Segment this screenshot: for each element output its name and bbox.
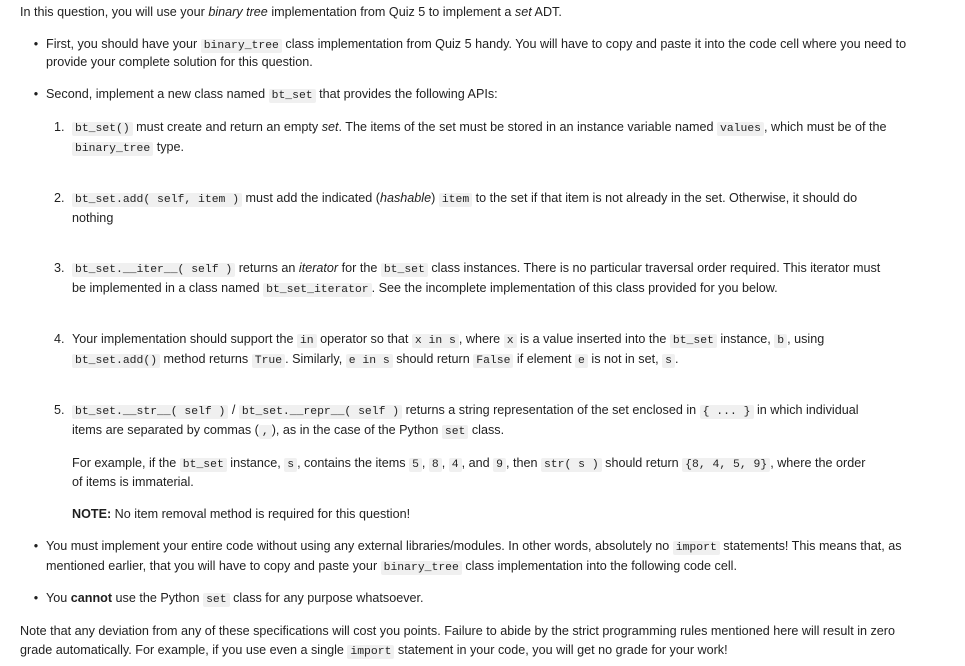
code-span: e (575, 354, 588, 368)
text-span: be implemented in a class named (72, 281, 264, 295)
code-span: bt_set (269, 89, 316, 103)
text-span: . The items of the set must be stored in an instance variable named (338, 120, 717, 134)
code-span: bt_set.__iter__( self ) (72, 263, 235, 277)
text-span: type. (153, 140, 185, 154)
code-span: in (297, 334, 317, 348)
text-span: . See the incomplete implementation of this class provided for you below. (371, 281, 778, 295)
code-span: 5 (409, 458, 422, 472)
code-span: values (717, 122, 764, 136)
text-span: provide your complete solution for this question. (46, 55, 313, 69)
code-span: s (284, 458, 297, 472)
list-number-4: 4. (54, 332, 65, 346)
text-span: statement in your code, you will get no grade for your work! (394, 643, 728, 657)
code-span: bt_set (180, 458, 227, 472)
text-span: set (321, 120, 339, 134)
text-span: In this question, you will use your (20, 5, 209, 19)
text-span: . Similarly, (285, 352, 346, 366)
text-span: grade automatically. For example, if you use even a single (20, 643, 348, 657)
text-span: statements! This means that, as (719, 539, 902, 553)
code-span: x (504, 334, 517, 348)
footer-line-1 (20, 623, 895, 639)
code-span: True (252, 354, 285, 368)
text-span: operator so that (316, 332, 412, 346)
text-span: for the (338, 261, 381, 275)
code-span: s (662, 354, 675, 368)
code-span: binary_tree (201, 39, 282, 53)
text-span: class instances. There is no particular traversal order required. This iterator must (427, 261, 881, 275)
bullet-1-line-2 (46, 54, 313, 70)
text-span: class. (468, 423, 505, 437)
text-span: binary tree (208, 5, 268, 19)
bullet-3-line-1 (46, 538, 902, 556)
text-span: First, you should have your (46, 37, 201, 51)
list-number-3: 3. (54, 261, 65, 275)
text-span: instance, (716, 332, 775, 346)
code-span: import (673, 541, 720, 555)
text-span: Note that any deviation from any of these specifications will cost you points. Failure to abide by the strict programming rules mentioned here will result in zero (20, 624, 895, 638)
text-span: . (674, 352, 679, 366)
list-number-1: 1. (54, 120, 65, 134)
text-span: method returns (160, 352, 252, 366)
text-span: use the Python (112, 591, 204, 605)
text-span: to the set if that item is not already in the set. Otherwise, it should do (472, 191, 858, 205)
text-span: should return (392, 352, 474, 366)
text-span: is a value inserted into the (516, 332, 670, 346)
code-span: 4 (449, 458, 462, 472)
example-line-2 (72, 474, 194, 490)
item-4-line-1 (72, 331, 824, 349)
code-span: bt_set.__repr__( self ) (239, 405, 402, 419)
code-span: 8 (429, 458, 442, 472)
text-span: , (441, 456, 449, 470)
text-span: ), as in the case of the Python (271, 423, 442, 437)
bullet-3: • (33, 539, 39, 553)
code-span: 9 (493, 458, 506, 472)
code-span: set (203, 593, 230, 607)
text-span: , which must be of the (764, 120, 887, 134)
text-span: is not in set, (587, 352, 663, 366)
code-span: x in s (412, 334, 459, 348)
code-span: e in s (346, 354, 393, 368)
code-span: False (473, 354, 513, 368)
code-span: bt_set (381, 263, 428, 277)
code-span: bt_set.add() (72, 354, 160, 368)
bullet-1: • (33, 37, 39, 51)
text-span: Your implementation should support the (72, 332, 297, 346)
text-span: instance, (226, 456, 285, 470)
text-span: , then (505, 456, 541, 470)
text-span: , and (461, 456, 494, 470)
text-span: that provides the following APIs: (315, 87, 498, 101)
item-1-line-2 (72, 139, 184, 157)
text-span: set (514, 5, 532, 19)
text-span: , using (787, 332, 825, 346)
text-span: in which individual (753, 403, 859, 417)
text-span: , where the order (770, 456, 866, 470)
code-span: bt_set.__str__( self ) (72, 405, 228, 419)
bullet-3-line-2 (46, 558, 737, 576)
text-span: class for any purpose whatsoever. (229, 591, 424, 605)
code-span: bt_set (670, 334, 717, 348)
code-span: b (774, 334, 787, 348)
code-span: {8, 4, 5, 9} (682, 458, 770, 472)
text-span: , where (458, 332, 504, 346)
text-span: class implementation from Quiz 5 handy. You will have to copy and paste it into the code cell where you need to (281, 37, 907, 51)
bullet-2: • (33, 87, 39, 101)
text-span: should return (601, 456, 683, 470)
item-2-line-1 (72, 190, 857, 208)
item-5-line-2 (72, 422, 504, 440)
text-span: Second, implement a new class named (46, 87, 269, 101)
code-span: , (259, 425, 272, 439)
item-3-line-1 (72, 260, 880, 278)
bullet-1-line-1 (46, 36, 906, 54)
text-span: , (421, 456, 429, 470)
text-span: iterator (298, 261, 339, 275)
text-span: ) (431, 191, 439, 205)
text-span: No item removal method is required for this question! (111, 507, 411, 521)
text-span: For example, if the (72, 456, 180, 470)
code-span: bt_set() (72, 122, 133, 136)
item-5-line-1 (72, 402, 859, 420)
code-span: { ... } (700, 405, 754, 419)
text-span: mentioned earlier, that you will have to copy and paste your (46, 559, 381, 573)
code-span: bt_set_iterator (263, 283, 372, 297)
text-span: cannot (70, 591, 113, 605)
intro-line (20, 4, 562, 20)
code-span: item (439, 193, 472, 207)
code-span: str( s ) (541, 458, 602, 472)
item-1-line-1 (72, 119, 887, 137)
footer-line-2 (20, 642, 728, 660)
text-span: returns a string representation of the set enclosed in (402, 403, 700, 417)
bullet-4: • (33, 591, 39, 605)
text-span: class implementation into the following code cell. (461, 559, 737, 573)
code-span: binary_tree (72, 142, 153, 156)
text-span: must add the indicated ( (242, 191, 380, 205)
list-number-5: 5. (54, 403, 65, 417)
item-2-line-2 (72, 210, 113, 226)
item-3-line-2 (72, 280, 778, 298)
text-span: returns an (235, 261, 299, 275)
note-line (72, 506, 410, 522)
example-line-1 (72, 455, 865, 473)
bullet-4-line (46, 590, 424, 608)
text-span: implementation from Quiz 5 to implement a (267, 5, 515, 19)
text-span: must create and return an empty (132, 120, 322, 134)
text-span: items are separated by commas ( (72, 423, 259, 437)
text-span: hashable (379, 191, 432, 205)
code-span: set (442, 425, 469, 439)
list-number-2: 2. (54, 191, 65, 205)
text-span: of items is immaterial. (72, 475, 194, 489)
code-span: binary_tree (381, 561, 462, 575)
code-span: bt_set.add( self, item ) (72, 193, 242, 207)
code-span: import (347, 645, 394, 659)
text-span: You must implement your entire code without using any external libraries/modules. In other words, absolutely no (46, 539, 673, 553)
bullet-2-line (46, 86, 498, 104)
item-4-line-2 (72, 351, 678, 369)
text-span: nothing (72, 211, 114, 225)
text-span: / (228, 403, 239, 417)
text-span: if element (513, 352, 576, 366)
text-span: , contains the items (297, 456, 410, 470)
text-span: ADT. (531, 5, 562, 19)
text-span: NOTE: (72, 507, 112, 521)
text-span: You (46, 591, 71, 605)
